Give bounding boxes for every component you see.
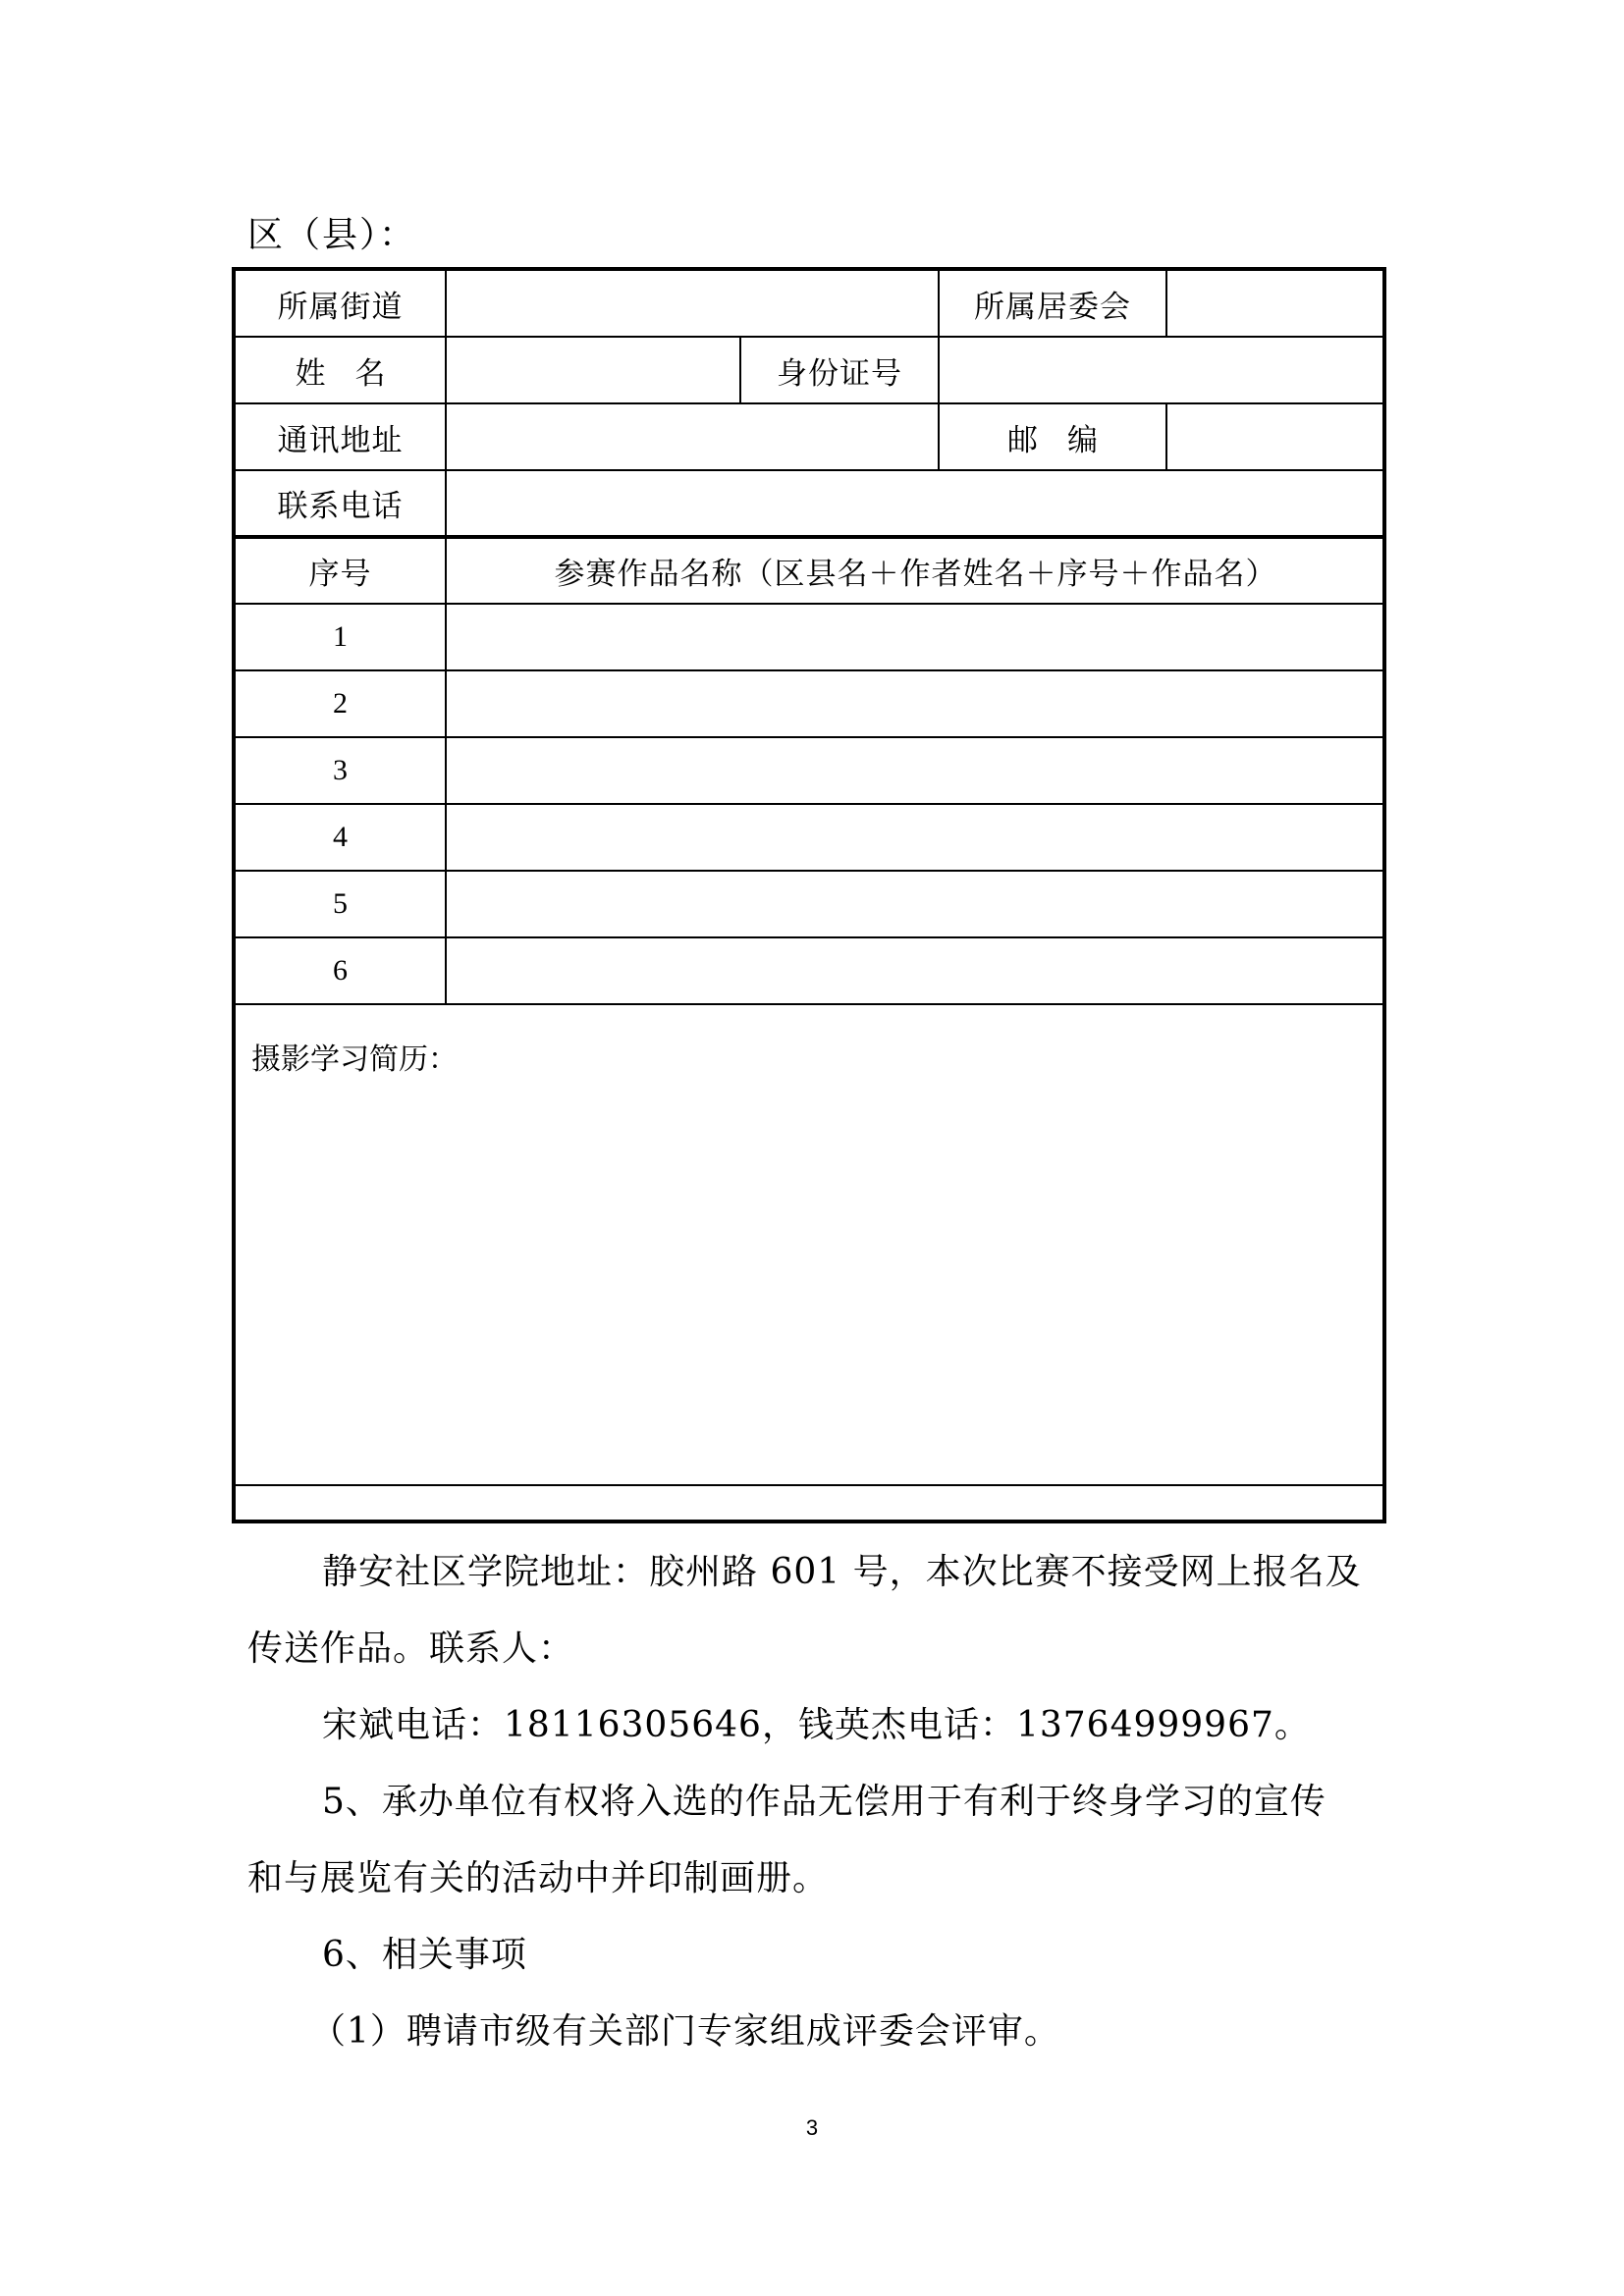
table-row — [235, 937, 1385, 1004]
street-field[interactable] — [446, 270, 939, 337]
body-paragraph-contact: 传送作品。联系人： — [247, 1629, 575, 1669]
work-title-field[interactable] — [446, 604, 1385, 670]
name-label: 姓名 — [235, 337, 446, 403]
district-label: 区（县）： — [247, 215, 417, 255]
work-index: 1 — [235, 604, 446, 670]
committee-label: 所属居委会 — [939, 270, 1166, 337]
committee-field[interactable] — [1166, 270, 1385, 337]
resume-label: 摄影学习简历： — [251, 1042, 458, 1077]
section-heading-matters: 6、相关事项 — [322, 1935, 527, 1975]
body-paragraph-rights: 5、承办单位有权将入选的作品无偿用于有利于终身学习的宣传 — [322, 1782, 1326, 1822]
work-index: 6 — [235, 937, 446, 1004]
work-index: 3 — [235, 737, 446, 804]
page-number: 3 — [805, 2115, 819, 2140]
row-street — [235, 270, 1385, 337]
table-row — [235, 804, 1385, 871]
row-name — [235, 337, 1385, 403]
works-header-row — [235, 537, 1385, 604]
name-field[interactable] — [446, 337, 740, 403]
work-index: 2 — [235, 670, 446, 737]
address-field[interactable] — [446, 403, 939, 470]
registration-table — [234, 269, 1386, 1486]
row-address — [235, 403, 1385, 470]
work-title-field[interactable] — [446, 737, 1385, 804]
id-label: 身份证号 — [740, 337, 939, 403]
work-title-field[interactable] — [446, 937, 1385, 1004]
row-phone — [235, 470, 1385, 537]
work-index: 5 — [235, 871, 446, 937]
postcode-field[interactable] — [1166, 403, 1385, 470]
body-paragraph-rights-cont: 和与展览有关的活动中并印制画册。 — [247, 1858, 830, 1898]
resume-row — [235, 1004, 1385, 1485]
table-row — [235, 604, 1385, 670]
works-index-header: 序号 — [235, 537, 446, 604]
registration-form — [232, 267, 1386, 1523]
body-paragraph-address: 静安社区学院地址：胶州路 601 号，本次比赛不接受网上报名及 — [322, 1552, 1362, 1592]
table-row — [235, 670, 1385, 737]
work-title-field[interactable] — [446, 804, 1385, 871]
table-row — [235, 871, 1385, 937]
body-paragraph-jury: （1）聘请市级有关部门专家组成评委会评审。 — [310, 2011, 1060, 2052]
address-label: 通讯地址 — [235, 403, 446, 470]
street-label: 所属街道 — [235, 270, 446, 337]
phone-label: 联系电话 — [235, 470, 446, 537]
work-title-field[interactable] — [446, 871, 1385, 937]
id-field[interactable] — [939, 337, 1385, 403]
table-row — [235, 737, 1385, 804]
resume-area[interactable] — [235, 1004, 1385, 1485]
works-title-header: 参赛作品名称（区县名＋作者姓名＋序号＋作品名） — [446, 537, 1385, 604]
work-title-field[interactable] — [446, 670, 1385, 737]
phone-field[interactable] — [446, 470, 1385, 537]
postcode-label: 邮编 — [939, 403, 1166, 470]
work-index: 4 — [235, 804, 446, 871]
body-paragraph-phones: 宋斌电话：18116305646，钱英杰电话：13764999967。 — [322, 1705, 1311, 1745]
